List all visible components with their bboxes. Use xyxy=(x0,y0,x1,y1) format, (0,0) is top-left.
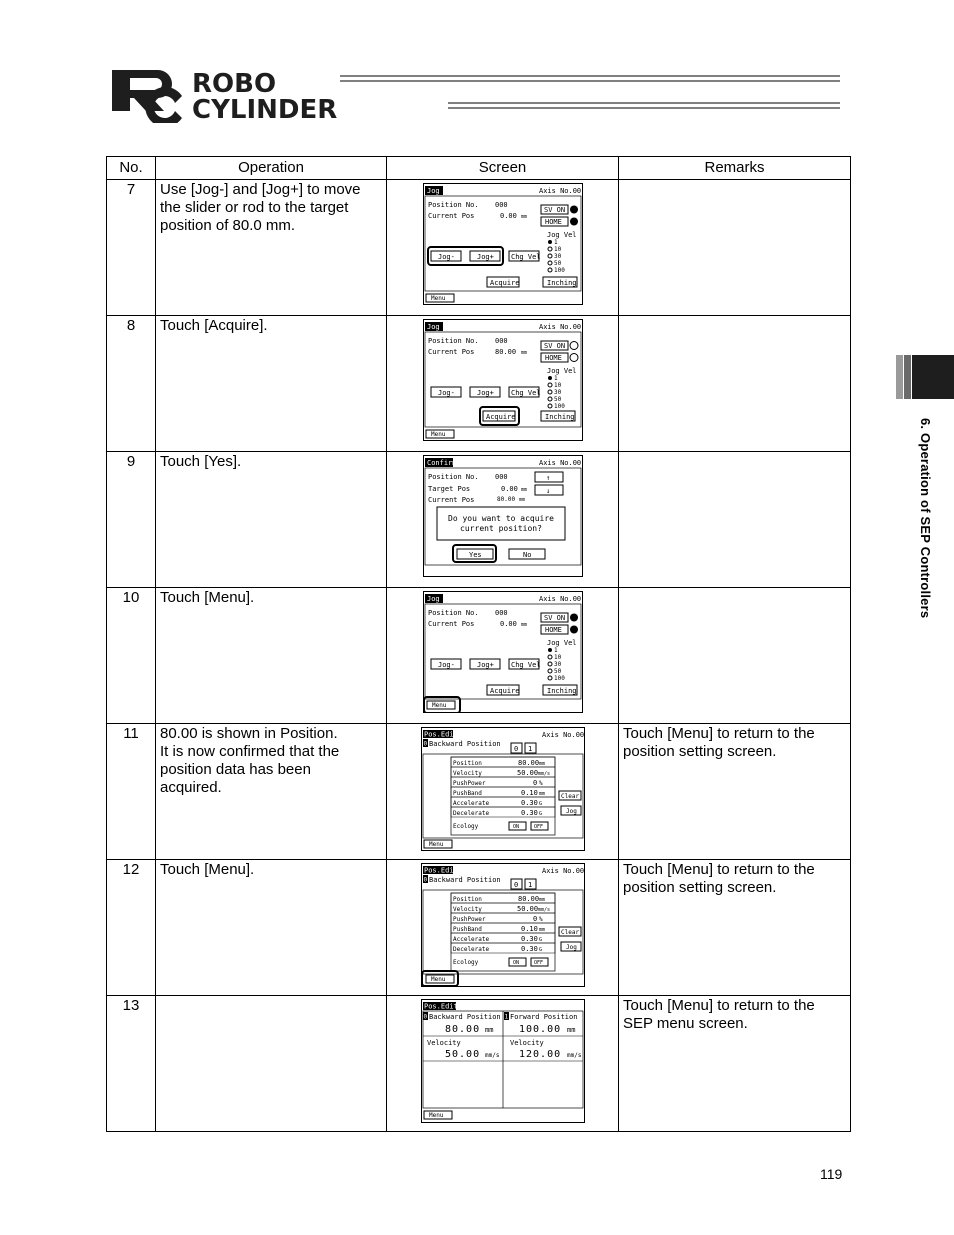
svg-text:Target Pos: Target Pos xyxy=(427,485,470,493)
svg-text:Velocity: Velocity xyxy=(452,906,482,913)
svg-text:Ecology: Ecology xyxy=(452,823,478,830)
svg-text:Position: Position xyxy=(452,760,482,767)
svg-text:G: G xyxy=(538,811,542,817)
svg-text:mm: mm xyxy=(538,897,545,903)
svg-text:Acquire: Acquire xyxy=(489,279,520,287)
row-number: 11 xyxy=(107,724,156,860)
remark-line: Touch [Menu] to return to the xyxy=(623,861,815,878)
row-operation xyxy=(156,452,387,588)
svg-text:Menu: Menu xyxy=(430,976,445,983)
svg-text:0.00: 0.00 xyxy=(500,485,518,493)
svg-text:Jog-: Jog- xyxy=(437,389,455,397)
svg-text:1: 1 xyxy=(527,745,532,753)
table-row xyxy=(107,588,851,724)
svg-text:1: 1 xyxy=(504,1013,508,1021)
chapter-label: 6. Operation of SEP Controllers xyxy=(918,418,933,619)
svg-text:current position?: current position? xyxy=(459,524,542,533)
svg-text:Jog+: Jog+ xyxy=(476,661,494,669)
svg-text:Do you want to acquire: Do you want to acquire xyxy=(447,514,554,523)
row-remarks xyxy=(619,180,851,316)
operation-line: Touch [Yes]. xyxy=(160,453,242,470)
svg-text:Axis No.00: Axis No.00 xyxy=(538,187,581,195)
operation-line: acquired. xyxy=(160,779,222,796)
svg-text:HOME: HOME xyxy=(544,218,562,226)
svg-text:SV ON: SV ON xyxy=(543,614,565,622)
svg-text:Acquire: Acquire xyxy=(485,413,516,421)
svg-text:000: 000 xyxy=(494,609,508,617)
svg-text:Jog+: Jog+ xyxy=(476,389,494,397)
svg-text:30: 30 xyxy=(553,253,561,260)
operation-line: position data has been xyxy=(160,761,311,778)
svg-text:Jog: Jog xyxy=(565,944,577,951)
svg-text:Jog-: Jog- xyxy=(437,253,455,261)
row-remarks xyxy=(619,588,851,724)
svg-text:0.30: 0.30 xyxy=(520,809,538,817)
svg-text:100: 100 xyxy=(553,675,565,682)
svg-text:Jog: Jog xyxy=(565,808,577,815)
posedit-summary-screen xyxy=(421,999,585,1123)
svg-text:0: 0 xyxy=(513,745,518,753)
table-row xyxy=(107,316,851,452)
svg-text:Decelerate: Decelerate xyxy=(452,810,489,817)
svg-text:Chg Vel: Chg Vel xyxy=(510,253,541,261)
svg-text:50.00: 50.00 xyxy=(516,769,538,777)
svg-text:Position No.: Position No. xyxy=(427,201,479,209)
svg-text:Clear: Clear xyxy=(560,793,579,800)
svg-text:Menu: Menu xyxy=(431,702,446,709)
header-no: No. xyxy=(107,157,156,180)
svg-text:Menu: Menu xyxy=(428,841,443,848)
svg-text:0.10: 0.10 xyxy=(520,925,538,933)
svg-text:Axis No.00: Axis No.00 xyxy=(541,867,584,875)
svg-text:Inching: Inching xyxy=(546,279,577,287)
table-row xyxy=(107,860,851,996)
row-screen xyxy=(387,860,619,996)
svg-text:0: 0 xyxy=(423,740,427,748)
svg-text:Backward Position: Backward Position xyxy=(428,1013,501,1021)
svg-text:000: 000 xyxy=(494,201,508,209)
svg-text:↓: ↓ xyxy=(545,487,550,495)
svg-text:Menu: Menu xyxy=(428,1112,443,1119)
svg-text:1: 1 xyxy=(553,647,558,654)
svg-text:30: 30 xyxy=(553,389,561,396)
svg-text:100: 100 xyxy=(553,267,565,274)
table-row xyxy=(107,180,851,316)
row-number: 12 xyxy=(107,860,156,996)
operation-line: It is now confirmed that the xyxy=(160,743,340,760)
posedit-screen xyxy=(421,727,585,851)
svg-text:Ecology: Ecology xyxy=(452,959,478,966)
table-row xyxy=(107,452,851,588)
jog-screen xyxy=(423,183,583,305)
row-remarks xyxy=(619,452,851,588)
remark-line: SEP menu screen. xyxy=(623,1015,748,1032)
row-screen xyxy=(387,996,619,1132)
svg-text:mm: mm xyxy=(520,350,527,356)
svg-text:↑: ↑ xyxy=(545,474,550,482)
row-remarks xyxy=(619,860,851,996)
row-number: 9 xyxy=(107,452,156,588)
svg-text:PushPower: PushPower xyxy=(452,780,486,787)
svg-text:0.00: 0.00 xyxy=(499,212,517,220)
svg-text:Chg Vel: Chg Vel xyxy=(510,661,541,669)
svg-text:G: G xyxy=(538,937,542,943)
svg-text:Position No.: Position No. xyxy=(427,337,479,345)
svg-text:Velocity: Velocity xyxy=(452,770,482,777)
svg-text:80.00: 80.00 xyxy=(517,759,539,767)
svg-text:0.30: 0.30 xyxy=(520,945,538,953)
svg-text:SV ON: SV ON xyxy=(543,206,565,214)
row-number: 10 xyxy=(107,588,156,724)
svg-text:10: 10 xyxy=(553,246,561,253)
svg-text:Velocity: Velocity xyxy=(426,1039,461,1047)
svg-text:0.10: 0.10 xyxy=(520,789,538,797)
logo-text-cylinder: CYLINDER xyxy=(192,95,338,123)
svg-text:50: 50 xyxy=(553,396,561,403)
svg-text:Yes: Yes xyxy=(468,551,482,559)
svg-text:50.00: 50.00 xyxy=(516,905,538,913)
svg-text:PushBand: PushBand xyxy=(452,790,482,797)
row-operation xyxy=(156,180,387,316)
robo-cylinder-logo xyxy=(110,68,850,123)
operation-line: 80.00 is shown in Position. xyxy=(160,725,338,742)
svg-text:Axis No.00: Axis No.00 xyxy=(538,595,581,603)
svg-text:80.00: 80.00 xyxy=(496,496,515,503)
table-row xyxy=(107,724,851,860)
svg-text:80.00: 80.00 xyxy=(517,895,539,903)
jog-screen-acquire xyxy=(423,319,583,441)
row-operation xyxy=(156,724,387,860)
svg-text:Backward Position: Backward Position xyxy=(428,740,501,748)
chapter-tab xyxy=(896,355,954,399)
row-remarks xyxy=(619,316,851,452)
svg-text:30: 30 xyxy=(553,661,561,668)
svg-text:mm: mm xyxy=(520,622,527,628)
row-operation xyxy=(156,860,387,996)
row-remarks xyxy=(619,996,851,1132)
svg-text:ON: ON xyxy=(512,824,519,830)
svg-text:mm: mm xyxy=(518,497,525,503)
table-row xyxy=(107,996,851,1132)
svg-text:mm/s: mm/s xyxy=(537,907,550,913)
svg-text:Inching: Inching xyxy=(546,687,577,695)
row-remarks xyxy=(619,724,851,860)
row-number: 7 xyxy=(107,180,156,316)
header-operation: Operation xyxy=(156,157,387,180)
svg-text:0: 0 xyxy=(423,1013,427,1021)
row-number: 13 xyxy=(107,996,156,1132)
svg-text:mm/s: mm/s xyxy=(566,1052,581,1059)
svg-text:Clear: Clear xyxy=(560,929,579,936)
svg-text:50.00: 50.00 xyxy=(444,1049,480,1060)
svg-text:mm: mm xyxy=(520,487,527,493)
svg-text:1: 1 xyxy=(553,375,558,382)
svg-text:Axis No.00: Axis No.00 xyxy=(538,323,581,331)
svg-text:G: G xyxy=(538,801,542,807)
svg-text:Inching: Inching xyxy=(544,413,575,421)
row-screen xyxy=(387,180,619,316)
svg-text:HOME: HOME xyxy=(544,354,562,362)
svg-text:Current Pos: Current Pos xyxy=(427,496,474,504)
confirm-screen xyxy=(423,455,583,577)
svg-text:Menu: Menu xyxy=(430,295,445,302)
svg-text:Current Pos: Current Pos xyxy=(427,212,474,220)
header-remarks: Remarks xyxy=(619,157,851,180)
svg-text:Axis No.00: Axis No.00 xyxy=(541,731,584,739)
remark-line: Touch [Menu] to return to the xyxy=(623,997,815,1014)
jog-screen-menu xyxy=(423,591,583,713)
svg-text:80.00: 80.00 xyxy=(444,1024,480,1035)
svg-text:mm: mm xyxy=(538,927,545,933)
svg-text:Jog+: Jog+ xyxy=(476,253,494,261)
svg-text:Accelerate: Accelerate xyxy=(452,800,489,807)
svg-text:Position No.: Position No. xyxy=(427,609,479,617)
svg-text:HOME: HOME xyxy=(544,626,562,634)
svg-text:100: 100 xyxy=(553,403,565,410)
svg-text:80.00: 80.00 xyxy=(494,348,516,356)
row-screen xyxy=(387,724,619,860)
svg-text:Menu: Menu xyxy=(430,431,445,438)
svg-text:Velocity: Velocity xyxy=(509,1039,544,1047)
svg-text:Current Pos: Current Pos xyxy=(427,348,474,356)
operation-table xyxy=(106,156,851,1132)
svg-text:Position No.: Position No. xyxy=(427,473,479,481)
svg-text:OFF: OFF xyxy=(533,960,543,966)
remark-line: position setting screen. xyxy=(623,879,777,896)
page-number: 119 xyxy=(820,1166,843,1182)
svg-text:000: 000 xyxy=(494,337,508,345)
svg-text:Accelerate: Accelerate xyxy=(452,936,489,943)
svg-text:Jog-: Jog- xyxy=(437,661,455,669)
row-screen xyxy=(387,316,619,452)
svg-text:0.30: 0.30 xyxy=(520,799,538,807)
svg-text:Axis No.00: Axis No.00 xyxy=(538,459,581,467)
svg-text:Pos.Edit: Pos.Edit xyxy=(423,730,458,739)
svg-text:10: 10 xyxy=(553,382,561,389)
svg-text:mm: mm xyxy=(538,791,545,797)
svg-text:mm: mm xyxy=(566,1026,575,1034)
svg-text:120.00: 120.00 xyxy=(518,1049,561,1060)
svg-text:Chg Vel: Chg Vel xyxy=(510,389,541,397)
svg-text:0.30: 0.30 xyxy=(520,935,538,943)
svg-text:1: 1 xyxy=(527,881,532,889)
row-screen xyxy=(387,588,619,724)
svg-text:0: 0 xyxy=(513,881,518,889)
svg-text:10: 10 xyxy=(553,654,561,661)
svg-text:G: G xyxy=(538,947,542,953)
svg-text:000: 000 xyxy=(494,473,508,481)
operation-line: Touch [Menu]. xyxy=(160,589,255,606)
svg-text:100.00: 100.00 xyxy=(518,1024,561,1035)
svg-text:0.00: 0.00 xyxy=(499,620,517,628)
svg-text:No: No xyxy=(522,551,531,559)
operation-line: Touch [Menu]. xyxy=(160,861,255,878)
svg-text:Jog Vel: Jog Vel xyxy=(546,231,577,239)
row-operation xyxy=(156,316,387,452)
svg-text:50: 50 xyxy=(553,260,561,267)
svg-text:mm/s: mm/s xyxy=(537,771,550,777)
svg-text:PushPower: PushPower xyxy=(452,916,486,923)
svg-text:Confirm: Confirm xyxy=(426,459,457,467)
svg-text:Jog: Jog xyxy=(426,187,440,195)
operation-line: Use [Jog-] and [Jog+] to move xyxy=(160,181,361,198)
svg-text:Jog: Jog xyxy=(426,323,440,331)
svg-text:Forward Position: Forward Position xyxy=(509,1013,577,1021)
svg-text:Decelerate: Decelerate xyxy=(452,946,489,953)
remark-line: Touch [Menu] to return to the xyxy=(623,725,815,742)
svg-text:ON: ON xyxy=(512,960,519,966)
svg-text:mm: mm xyxy=(520,214,527,220)
svg-text:%: % xyxy=(538,780,543,787)
svg-text:%: % xyxy=(538,916,543,923)
operation-line: position of 80.0 mm. xyxy=(160,217,296,234)
svg-text:SV ON: SV ON xyxy=(543,342,565,350)
svg-text:Pos.Edit: Pos.Edit xyxy=(423,866,458,875)
row-operation xyxy=(156,588,387,724)
svg-text:mm: mm xyxy=(484,1026,493,1034)
svg-text:Current Pos: Current Pos xyxy=(427,620,474,628)
svg-text:Position: Position xyxy=(452,896,482,903)
svg-text:0: 0 xyxy=(423,876,427,884)
svg-text:Jog Vel: Jog Vel xyxy=(546,639,577,647)
table-header-row xyxy=(107,157,851,180)
svg-text:Pos.Edit: Pos.Edit xyxy=(423,1002,458,1011)
row-operation xyxy=(156,996,387,1132)
svg-text:mm/s: mm/s xyxy=(484,1052,499,1059)
svg-text:Jog Vel: Jog Vel xyxy=(546,367,577,375)
svg-text:Jog: Jog xyxy=(426,595,440,603)
header-screen: Screen xyxy=(387,157,619,180)
remark-line: position setting screen. xyxy=(623,743,777,760)
logo-text-robo: ROBO xyxy=(192,69,277,99)
posedit-screen-menu xyxy=(421,863,585,987)
svg-text:50: 50 xyxy=(553,668,561,675)
svg-text:0: 0 xyxy=(532,779,537,787)
svg-text:PushBand: PushBand xyxy=(452,926,482,933)
svg-text:OFF: OFF xyxy=(533,824,543,830)
svg-text:Acquire: Acquire xyxy=(489,687,520,695)
svg-text:Backward Position: Backward Position xyxy=(428,876,501,884)
operation-line: the slider or rod to the target xyxy=(160,199,349,216)
operation-line: Touch [Acquire]. xyxy=(160,317,268,334)
row-screen xyxy=(387,452,619,588)
svg-text:1: 1 xyxy=(553,239,558,246)
row-number: 8 xyxy=(107,316,156,452)
svg-text:mm: mm xyxy=(538,761,545,767)
svg-text:0: 0 xyxy=(532,915,537,923)
